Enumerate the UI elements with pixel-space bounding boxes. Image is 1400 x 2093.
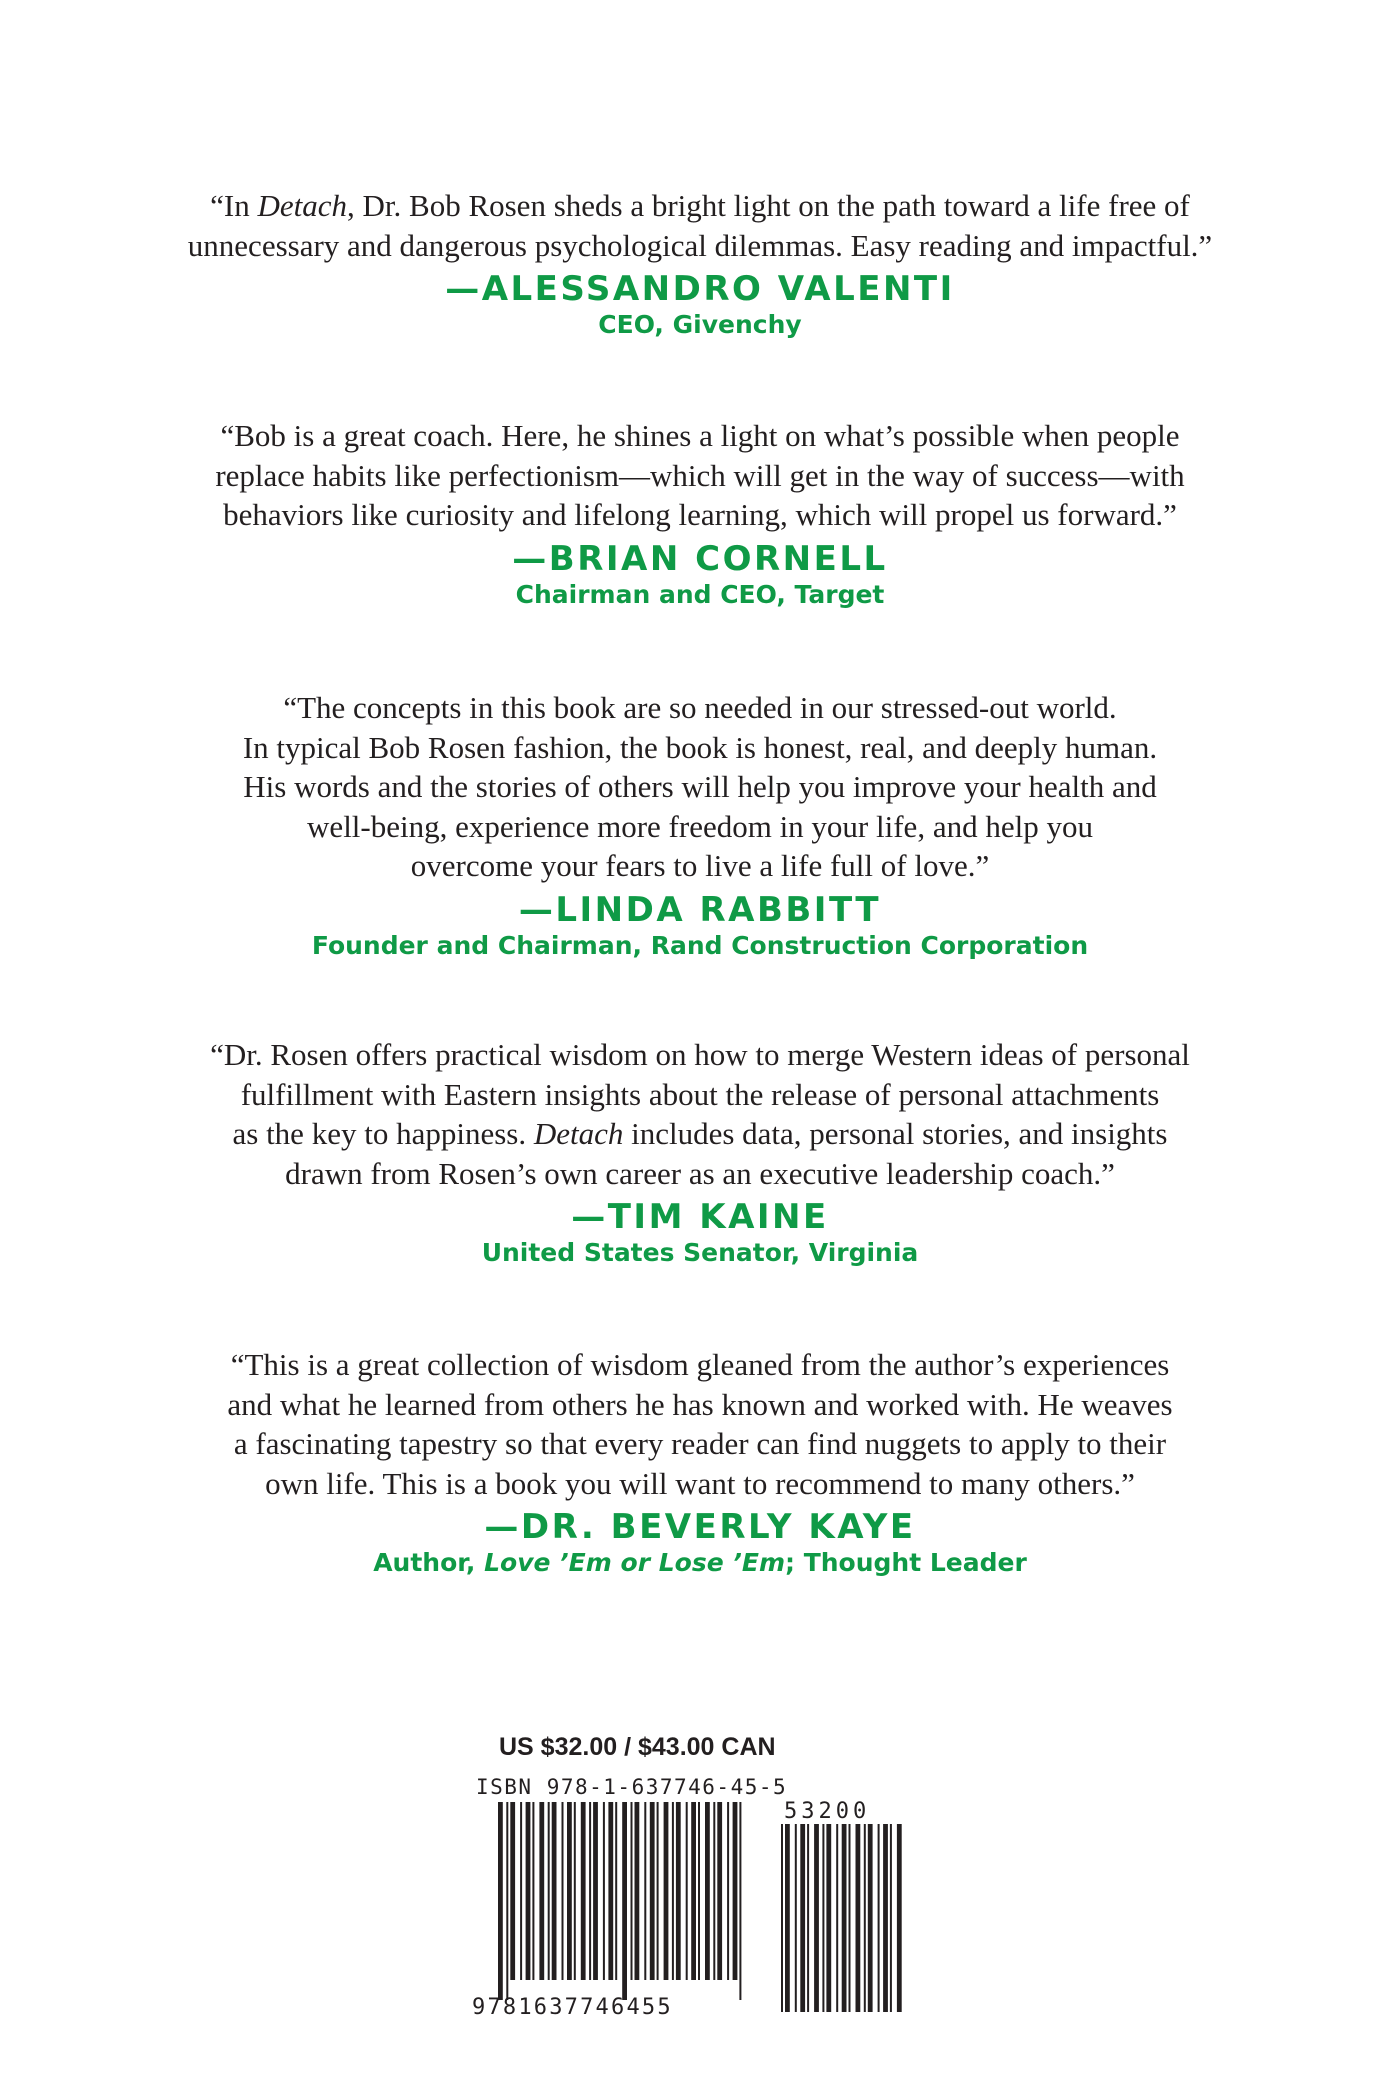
text-line: His words and the stories of others will help you improve your health and [243, 769, 1157, 804]
barcode-bar [842, 1824, 847, 2012]
barcode-bar [733, 1802, 738, 1980]
barcode-bar [864, 1824, 866, 2012]
barcode-bar [705, 1802, 710, 1980]
barcode-bar [589, 1802, 591, 1980]
italic-title: Detach [533, 1116, 624, 1151]
endorsement-1 [100, 186, 1300, 341]
barcode-bar [539, 1802, 544, 1980]
endorser-name: —TIM KAINE [571, 1197, 829, 1237]
barcode-bar [548, 1802, 550, 1980]
endorser-title [100, 1547, 1300, 1579]
barcode-bar [562, 1802, 564, 1980]
barcode-bar [800, 1824, 805, 2012]
barcode-bar [795, 1824, 797, 2012]
text-line: as the key to happiness. Detach includes data, personal stories, and insights [232, 1116, 1168, 1151]
isbn-label: ISBN 978-1-637746-45-5 [476, 1775, 788, 1799]
barcode-bar [622, 1802, 627, 2000]
text-line: replace habits like perfectionism—which will get in the way of success—with [215, 457, 1185, 493]
barcode-bar [897, 1824, 902, 2012]
barcode-bar [676, 1802, 681, 1980]
barcode-bar [672, 1802, 674, 1980]
barcode-bar [603, 1802, 605, 1980]
text-line: Chairman and CEO, Target [515, 579, 885, 609]
barcode-bar [807, 1824, 809, 2012]
text-line: In typical Bob Rosen fashion, the book is honest, real, and deeply human. [242, 729, 1158, 765]
barcode-bar [567, 1802, 572, 1980]
barcode-bar [883, 1824, 888, 2012]
barcode-bar [506, 1802, 508, 2000]
text-line: well-being, experience more freedom in your life, and help you [307, 808, 1093, 844]
barcode-bar [849, 1824, 851, 2012]
barcode-bar [686, 1802, 688, 1980]
text-line: “This is a great collection of wisdom gleaned from the author’s experiences [230, 1347, 1170, 1382]
text-line: drawn from Rosen’s own career as an executive leadership coach.” [285, 1155, 1115, 1191]
endorser-title [100, 1237, 1300, 1269]
barcode-addon-bars [781, 1824, 902, 2012]
barcode-bar [664, 1802, 669, 1980]
text-line: Founder and Chairman, Rand Construction Corporation [311, 930, 1089, 960]
barcode-bar [814, 1824, 819, 2012]
endorsement-quote [100, 1035, 1300, 1193]
barcode-bar [781, 1824, 783, 2012]
text-line: unnecessary and dangerous psychological dilemmas. Easy reading and impactful.” [187, 227, 1213, 263]
barcode-bar [510, 1802, 515, 1980]
barcode-bar [727, 1802, 729, 1980]
barcode-bar [644, 1802, 646, 1980]
barcode-bar [868, 1824, 873, 2012]
endorsement-quote [100, 688, 1300, 886]
barcode-bar [785, 1824, 790, 2012]
endorser-title [100, 930, 1300, 962]
barcode-bar [520, 1802, 522, 1980]
endorser-name: —BRIAN CORNELL [512, 538, 888, 579]
endorsement-3 [100, 688, 1300, 962]
endorser-title [100, 309, 1300, 341]
text-line: fulfillment with Eastern insights about the release of personal attachments [240, 1076, 1160, 1112]
barcode-bar [856, 1824, 861, 2012]
barcode-bar [826, 1824, 831, 2012]
italic-title: Detach [257, 188, 348, 223]
barcode-bar [717, 1802, 722, 1980]
barcode-bar [581, 1802, 586, 1980]
barcode-bar [498, 1802, 503, 2000]
barcode-bar [532, 1802, 534, 1980]
endorsement-quote [100, 1345, 1300, 1503]
barcode-bar [878, 1824, 880, 2012]
barcode-bar [615, 1802, 617, 1980]
text-line: CEO, Givenchy [598, 310, 802, 339]
barcode-bar [691, 1802, 696, 1980]
text-line: “Dr. Rosen offers practical wisdom on how to merge Western ideas of personal [210, 1037, 1190, 1072]
barcode-bar [822, 1824, 824, 2012]
text-line: “The concepts in this book are so needed in our stressed-out world. [283, 690, 1117, 725]
price-label: US $32.00 / $43.00 CAN [499, 1733, 776, 1761]
text-line: “Bob is a great coach. Here, he shines a light on what’s possible when people [220, 418, 1180, 453]
barcode-bar [890, 1824, 892, 2012]
text-line: and what he learned from others he has known and worked with. He weaves [227, 1386, 1173, 1422]
isbn-barcode [466, 1800, 926, 2022]
barcode-bar [713, 1802, 715, 1980]
barcode-bar [836, 1824, 838, 2012]
endorsement-4 [100, 1035, 1300, 1269]
endorser-title [100, 579, 1300, 611]
endorser-name: —LINDA RABBITT [518, 889, 882, 930]
barcode-bar [657, 1802, 659, 1980]
text-line: “In Detach, Dr. Bob Rosen sheds a bright light on the path toward a life free of [210, 188, 1190, 223]
italic-title: Love ’Em or Lose ’Em [484, 1548, 785, 1577]
barcode-bar [574, 1802, 576, 1980]
barcode-bar [698, 1802, 700, 1980]
barcode-addon-digits: 53200 [784, 1800, 871, 1824]
barcode-bar [739, 1802, 741, 2000]
barcode-bar [608, 1802, 613, 1980]
endorser-name: —DR. BEVERLY KAYE [484, 1507, 916, 1547]
text-line: Author, Love ’Em or Lose ’Em; Thought Leader [373, 1548, 1027, 1577]
text-line: a fascinating tapestry so that every reader can find nuggets to apply to their [233, 1426, 1167, 1461]
barcode-bar [593, 1802, 598, 1980]
text-line: overcome your fears to live a life full of love.” [410, 848, 990, 883]
text-line: United States Senator, Virginia [481, 1238, 919, 1267]
text-line: behaviors like curiosity and lifelong learning, which will propel us forward.” [223, 497, 1177, 532]
endorsement-quote [100, 186, 1300, 265]
barcode-bar [631, 1802, 633, 1980]
barcode-bar [650, 1802, 655, 1980]
text-line: own life. This is a book you will want to recommend to many others.” [265, 1465, 1135, 1501]
barcode-bar [526, 1802, 531, 1980]
barcode-bar [552, 1802, 557, 1980]
endorsement-5 [100, 1345, 1300, 1579]
barcode-bar [635, 1802, 640, 1980]
endorsement-2 [100, 416, 1300, 611]
barcode-main-bars [498, 1802, 741, 2000]
endorsement-quote [100, 416, 1300, 535]
endorser-name: —ALESSANDRO VALENTI [445, 269, 955, 309]
barcode-main-digits: 9781637746455 [472, 1995, 673, 2020]
